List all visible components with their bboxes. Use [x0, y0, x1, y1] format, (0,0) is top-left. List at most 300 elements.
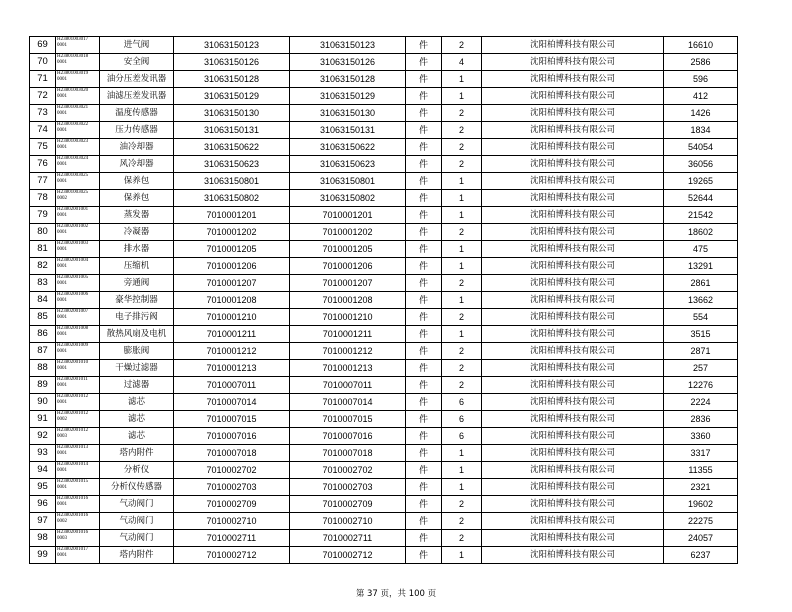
quantity-cell: 1: [442, 547, 482, 564]
row-number-cell: 93: [30, 445, 56, 462]
table-row: [30, 241, 738, 258]
price-cell: 13291: [664, 258, 738, 275]
item-name-cell: 排水器: [100, 241, 174, 258]
row-number-cell: 74: [30, 122, 56, 139]
part-number-cell: 7010001212: [174, 343, 290, 360]
parts-table: [29, 36, 738, 564]
row-number-cell: 88: [30, 360, 56, 377]
quantity-cell: 1: [442, 326, 482, 343]
supplier-cell: 沈阳柏博科技有限公司: [482, 207, 664, 224]
row-number-cell: 72: [30, 88, 56, 105]
row-number-cell: 98: [30, 530, 56, 547]
price-cell: 52644: [664, 190, 738, 207]
row-number-cell: 77: [30, 173, 56, 190]
supplier-cell: 沈阳柏博科技有限公司: [482, 258, 664, 275]
model-number-cell: 31063150128: [290, 71, 406, 88]
quantity-cell: 1: [442, 71, 482, 88]
item-name-cell: 冷凝器: [100, 224, 174, 241]
model-number-cell: 7010001201: [290, 207, 406, 224]
unit-cell: 件: [406, 37, 442, 54]
quantity-cell: 1: [442, 292, 482, 309]
unit-cell: 件: [406, 377, 442, 394]
price-cell: 54054: [664, 139, 738, 156]
supplier-cell: 沈阳柏博科技有限公司: [482, 360, 664, 377]
price-cell: 1426: [664, 105, 738, 122]
material-code-cell: H23802001009 0001: [56, 343, 100, 360]
material-code-cell: H23802001007 0001: [56, 309, 100, 326]
price-cell: 36056: [664, 156, 738, 173]
unit-cell: 件: [406, 71, 442, 88]
model-number-cell: 7010007016: [290, 428, 406, 445]
table-row: [30, 207, 738, 224]
price-cell: 18602: [664, 224, 738, 241]
quantity-cell: 2: [442, 224, 482, 241]
price-cell: 19265: [664, 173, 738, 190]
item-name-cell: 进气阀: [100, 37, 174, 54]
supplier-cell: 沈阳柏博科技有限公司: [482, 394, 664, 411]
supplier-cell: 沈阳柏博科技有限公司: [482, 547, 664, 564]
part-number-cell: 7010007018: [174, 445, 290, 462]
item-name-cell: 油分压差发讯器: [100, 71, 174, 88]
material-code-cell: H23802001016 0002: [56, 513, 100, 530]
supplier-cell: 沈阳柏博科技有限公司: [482, 309, 664, 326]
row-number-cell: 90: [30, 394, 56, 411]
material-code-cell: H23802001016 0001: [56, 496, 100, 513]
model-number-cell: 31063150129: [290, 88, 406, 105]
supplier-cell: 沈阳柏博科技有限公司: [482, 156, 664, 173]
table-row: [30, 428, 738, 445]
quantity-cell: 1: [442, 258, 482, 275]
part-number-cell: 7010007015: [174, 411, 290, 428]
quantity-cell: 2: [442, 105, 482, 122]
unit-cell: 件: [406, 207, 442, 224]
supplier-cell: 沈阳柏博科技有限公司: [482, 241, 664, 258]
material-code-cell: H23802001010 0001: [56, 360, 100, 377]
unit-cell: 件: [406, 173, 442, 190]
price-cell: 475: [664, 241, 738, 258]
page-footer: 第 37 页，共 100 页: [355, 589, 437, 599]
material-code-cell: H23802001017 0001: [56, 547, 100, 564]
unit-cell: 件: [406, 105, 442, 122]
item-name-cell: 散热风扇及电机: [100, 326, 174, 343]
item-name-cell: 安全阀: [100, 54, 174, 71]
row-number-cell: 86: [30, 326, 56, 343]
part-number-cell: 31063150128: [174, 71, 290, 88]
model-number-cell: 7010001213: [290, 360, 406, 377]
item-name-cell: 塔内附件: [100, 445, 174, 462]
item-name-cell: 豪华控制器: [100, 292, 174, 309]
item-name-cell: 过滤器: [100, 377, 174, 394]
item-name-cell: 风冷却器: [100, 156, 174, 173]
model-number-cell: 7010002703: [290, 479, 406, 496]
item-name-cell: 分析仪: [100, 462, 174, 479]
table-row: [30, 513, 738, 530]
part-number-cell: 31063150801: [174, 173, 290, 190]
quantity-cell: 2: [442, 275, 482, 292]
unit-cell: 件: [406, 224, 442, 241]
table-row: [30, 326, 738, 343]
supplier-cell: 沈阳柏博科技有限公司: [482, 343, 664, 360]
price-cell: 3317: [664, 445, 738, 462]
model-number-cell: 7010001206: [290, 258, 406, 275]
row-number-cell: 97: [30, 513, 56, 530]
table-row: [30, 479, 738, 496]
unit-cell: 件: [406, 496, 442, 513]
quantity-cell: 2: [442, 360, 482, 377]
supplier-cell: 沈阳柏博科技有限公司: [482, 122, 664, 139]
price-cell: 554: [664, 309, 738, 326]
quantity-cell: 6: [442, 428, 482, 445]
part-number-cell: 7010002709: [174, 496, 290, 513]
item-name-cell: 压力传感器: [100, 122, 174, 139]
unit-cell: 件: [406, 445, 442, 462]
supplier-cell: 沈阳柏博科技有限公司: [482, 88, 664, 105]
material-code-cell: H23802001011 0001: [56, 377, 100, 394]
part-number-cell: 7010001201: [174, 207, 290, 224]
price-cell: 12276: [664, 377, 738, 394]
material-code-cell: H23801003024 0001: [56, 156, 100, 173]
material-code-cell: H23802001006 0001: [56, 292, 100, 309]
item-name-cell: 油冷却器: [100, 139, 174, 156]
unit-cell: 件: [406, 530, 442, 547]
part-number-cell: 7010001211: [174, 326, 290, 343]
material-code-cell: H23801003022 0001: [56, 122, 100, 139]
supplier-cell: 沈阳柏博科技有限公司: [482, 224, 664, 241]
table-row: [30, 275, 738, 292]
quantity-cell: 2: [442, 156, 482, 173]
material-code-cell: H23802001003 0001: [56, 241, 100, 258]
material-code-cell: H23801003025 0001: [56, 173, 100, 190]
part-number-cell: 7010002702: [174, 462, 290, 479]
price-cell: 13662: [664, 292, 738, 309]
table-row: [30, 394, 738, 411]
table-row: [30, 173, 738, 190]
supplier-cell: 沈阳柏博科技有限公司: [482, 173, 664, 190]
item-name-cell: 分析仪传感器: [100, 479, 174, 496]
item-name-cell: 气动阀门: [100, 530, 174, 547]
unit-cell: 件: [406, 88, 442, 105]
quantity-cell: 1: [442, 88, 482, 105]
table-row: [30, 343, 738, 360]
unit-cell: 件: [406, 139, 442, 156]
item-name-cell: 油滤压差发讯器: [100, 88, 174, 105]
supplier-cell: 沈阳柏博科技有限公司: [482, 292, 664, 309]
quantity-cell: 2: [442, 513, 482, 530]
supplier-cell: 沈阳柏博科技有限公司: [482, 326, 664, 343]
item-name-cell: 压缩机: [100, 258, 174, 275]
price-cell: 2224: [664, 394, 738, 411]
supplier-cell: 沈阳柏博科技有限公司: [482, 411, 664, 428]
item-name-cell: 膨胀阀: [100, 343, 174, 360]
quantity-cell: 1: [442, 190, 482, 207]
row-number-cell: 99: [30, 547, 56, 564]
part-number-cell: 7010002712: [174, 547, 290, 564]
price-cell: 412: [664, 88, 738, 105]
table-row: [30, 156, 738, 173]
table-row: [30, 122, 738, 139]
row-number-cell: 71: [30, 71, 56, 88]
table-row: [30, 71, 738, 88]
supplier-cell: 沈阳柏博科技有限公司: [482, 428, 664, 445]
model-number-cell: 31063150801: [290, 173, 406, 190]
price-cell: 24057: [664, 530, 738, 547]
model-number-cell: 31063150126: [290, 54, 406, 71]
part-number-cell: 7010001202: [174, 224, 290, 241]
row-number-cell: 95: [30, 479, 56, 496]
part-number-cell: 31063150126: [174, 54, 290, 71]
row-number-cell: 73: [30, 105, 56, 122]
row-number-cell: 80: [30, 224, 56, 241]
model-number-cell: 31063150123: [290, 37, 406, 54]
material-code-cell: H23801003020 0001: [56, 88, 100, 105]
row-number-cell: 83: [30, 275, 56, 292]
price-cell: 2861: [664, 275, 738, 292]
model-number-cell: 31063150131: [290, 122, 406, 139]
unit-cell: 件: [406, 258, 442, 275]
supplier-cell: 沈阳柏博科技有限公司: [482, 71, 664, 88]
material-code-cell: H23801003019 0001: [56, 71, 100, 88]
model-number-cell: 31063150622: [290, 139, 406, 156]
price-cell: 19602: [664, 496, 738, 513]
material-code-cell: H23802001005 0001: [56, 275, 100, 292]
unit-cell: 件: [406, 394, 442, 411]
quantity-cell: 2: [442, 530, 482, 547]
supplier-cell: 沈阳柏博科技有限公司: [482, 37, 664, 54]
item-name-cell: 蒸发器: [100, 207, 174, 224]
material-code-cell: H23802001012 0002: [56, 411, 100, 428]
model-number-cell: 7010001212: [290, 343, 406, 360]
quantity-cell: 1: [442, 462, 482, 479]
quantity-cell: 1: [442, 173, 482, 190]
price-cell: 3515: [664, 326, 738, 343]
table-row: [30, 139, 738, 156]
part-number-cell: 7010001210: [174, 309, 290, 326]
quantity-cell: 6: [442, 394, 482, 411]
part-number-cell: 7010007011: [174, 377, 290, 394]
table-row: [30, 309, 738, 326]
price-cell: 2321: [664, 479, 738, 496]
row-number-cell: 91: [30, 411, 56, 428]
supplier-cell: 沈阳柏博科技有限公司: [482, 105, 664, 122]
unit-cell: 件: [406, 547, 442, 564]
part-number-cell: 31063150623: [174, 156, 290, 173]
material-code-cell: H23802001015 0001: [56, 479, 100, 496]
item-name-cell: 旁通阀: [100, 275, 174, 292]
model-number-cell: 31063150130: [290, 105, 406, 122]
unit-cell: 件: [406, 122, 442, 139]
part-number-cell: 7010001213: [174, 360, 290, 377]
supplier-cell: 沈阳柏博科技有限公司: [482, 377, 664, 394]
quantity-cell: 1: [442, 207, 482, 224]
material-code-cell: H23802001014 0001: [56, 462, 100, 479]
unit-cell: 件: [406, 326, 442, 343]
table-row: [30, 54, 738, 71]
part-number-cell: 7010002703: [174, 479, 290, 496]
table-row: [30, 530, 738, 547]
supplier-cell: 沈阳柏博科技有限公司: [482, 445, 664, 462]
table-row: [30, 360, 738, 377]
item-name-cell: 气动阀门: [100, 513, 174, 530]
row-number-cell: 92: [30, 428, 56, 445]
price-cell: 596: [664, 71, 738, 88]
item-name-cell: 气动阀门: [100, 496, 174, 513]
item-name-cell: 滤芯: [100, 411, 174, 428]
unit-cell: 件: [406, 241, 442, 258]
model-number-cell: 7010007018: [290, 445, 406, 462]
quantity-cell: 1: [442, 241, 482, 258]
supplier-cell: 沈阳柏博科技有限公司: [482, 275, 664, 292]
part-number-cell: 31063150802: [174, 190, 290, 207]
material-code-cell: H23801003021 0001: [56, 105, 100, 122]
row-number-cell: 69: [30, 37, 56, 54]
table-row: [30, 190, 738, 207]
item-name-cell: 保养包: [100, 190, 174, 207]
part-number-cell: 31063150622: [174, 139, 290, 156]
model-number-cell: 7010002709: [290, 496, 406, 513]
unit-cell: 件: [406, 462, 442, 479]
row-number-cell: 76: [30, 156, 56, 173]
material-code-cell: H23801003023 0001: [56, 139, 100, 156]
quantity-cell: 4: [442, 54, 482, 71]
price-cell: 3360: [664, 428, 738, 445]
item-name-cell: 保养包: [100, 173, 174, 190]
quantity-cell: 6: [442, 411, 482, 428]
supplier-cell: 沈阳柏博科技有限公司: [482, 190, 664, 207]
price-cell: 257: [664, 360, 738, 377]
supplier-cell: 沈阳柏博科技有限公司: [482, 513, 664, 530]
price-cell: 1834: [664, 122, 738, 139]
quantity-cell: 2: [442, 122, 482, 139]
quantity-cell: 1: [442, 479, 482, 496]
quantity-cell: 2: [442, 496, 482, 513]
price-cell: 16610: [664, 37, 738, 54]
table-row: [30, 224, 738, 241]
price-cell: 2586: [664, 54, 738, 71]
model-number-cell: 7010001202: [290, 224, 406, 241]
row-number-cell: 79: [30, 207, 56, 224]
row-number-cell: 89: [30, 377, 56, 394]
model-number-cell: 7010001211: [290, 326, 406, 343]
part-number-cell: 7010001205: [174, 241, 290, 258]
part-number-cell: 31063150130: [174, 105, 290, 122]
row-number-cell: 94: [30, 462, 56, 479]
price-cell: 6237: [664, 547, 738, 564]
row-number-cell: 75: [30, 139, 56, 156]
table-row: [30, 547, 738, 564]
part-number-cell: 7010001206: [174, 258, 290, 275]
price-cell: 2871: [664, 343, 738, 360]
item-name-cell: 滤芯: [100, 394, 174, 411]
table-row: [30, 105, 738, 122]
part-number-cell: 7010002711: [174, 530, 290, 547]
item-name-cell: 温度传感器: [100, 105, 174, 122]
row-number-cell: 82: [30, 258, 56, 275]
model-number-cell: 7010002711: [290, 530, 406, 547]
material-code-cell: H23802001013 0001: [56, 445, 100, 462]
table-row: [30, 37, 738, 54]
part-number-cell: 7010002710: [174, 513, 290, 530]
item-name-cell: 干燥过滤器: [100, 360, 174, 377]
model-number-cell: 7010002712: [290, 547, 406, 564]
table-row: [30, 445, 738, 462]
material-code-cell: H23801003017 0001: [56, 37, 100, 54]
unit-cell: 件: [406, 54, 442, 71]
supplier-cell: 沈阳柏博科技有限公司: [482, 530, 664, 547]
material-code-cell: H23801003018 0001: [56, 54, 100, 71]
part-number-cell: 31063150131: [174, 122, 290, 139]
table-row: [30, 411, 738, 428]
material-code-cell: H23802001016 0003: [56, 530, 100, 547]
part-number-cell: 31063150123: [174, 37, 290, 54]
row-number-cell: 96: [30, 496, 56, 513]
table-row: [30, 377, 738, 394]
table-row: [30, 88, 738, 105]
table-body: [30, 37, 738, 564]
unit-cell: 件: [406, 190, 442, 207]
unit-cell: 件: [406, 292, 442, 309]
quantity-cell: 2: [442, 343, 482, 360]
material-code-cell: H23802001001 0001: [56, 207, 100, 224]
model-number-cell: 31063150802: [290, 190, 406, 207]
part-number-cell: 7010001208: [174, 292, 290, 309]
model-number-cell: 31063150623: [290, 156, 406, 173]
model-number-cell: 7010002710: [290, 513, 406, 530]
row-number-cell: 70: [30, 54, 56, 71]
quantity-cell: 2: [442, 139, 482, 156]
row-number-cell: 81: [30, 241, 56, 258]
quantity-cell: 2: [442, 377, 482, 394]
price-cell: 11355: [664, 462, 738, 479]
quantity-cell: 1: [442, 445, 482, 462]
price-cell: 21542: [664, 207, 738, 224]
unit-cell: 件: [406, 360, 442, 377]
part-number-cell: 7010001207: [174, 275, 290, 292]
supplier-cell: 沈阳柏博科技有限公司: [482, 139, 664, 156]
row-number-cell: 84: [30, 292, 56, 309]
unit-cell: 件: [406, 428, 442, 445]
material-code-cell: H23802001012 0001: [56, 394, 100, 411]
table-row: [30, 292, 738, 309]
price-cell: 22275: [664, 513, 738, 530]
unit-cell: 件: [406, 479, 442, 496]
supplier-cell: 沈阳柏博科技有限公司: [482, 462, 664, 479]
unit-cell: 件: [406, 275, 442, 292]
model-number-cell: 7010001208: [290, 292, 406, 309]
quantity-cell: 2: [442, 309, 482, 326]
model-number-cell: 7010001205: [290, 241, 406, 258]
supplier-cell: 沈阳柏博科技有限公司: [482, 479, 664, 496]
material-code-cell: H23801003025 0002: [56, 190, 100, 207]
part-number-cell: 7010007014: [174, 394, 290, 411]
item-name-cell: 电子排污阀: [100, 309, 174, 326]
price-cell: 2836: [664, 411, 738, 428]
unit-cell: 件: [406, 411, 442, 428]
model-number-cell: 7010007014: [290, 394, 406, 411]
unit-cell: 件: [406, 309, 442, 326]
table-row: [30, 462, 738, 479]
table-row: [30, 258, 738, 275]
model-number-cell: 7010002702: [290, 462, 406, 479]
supplier-cell: 沈阳柏博科技有限公司: [482, 54, 664, 71]
model-number-cell: 7010001207: [290, 275, 406, 292]
material-code-cell: H23802001012 0003: [56, 428, 100, 445]
table-row: [30, 496, 738, 513]
row-number-cell: 85: [30, 309, 56, 326]
model-number-cell: 7010001210: [290, 309, 406, 326]
material-code-cell: H23802001002 0001: [56, 224, 100, 241]
material-code-cell: H23802001004 0001: [56, 258, 100, 275]
part-number-cell: 31063150129: [174, 88, 290, 105]
